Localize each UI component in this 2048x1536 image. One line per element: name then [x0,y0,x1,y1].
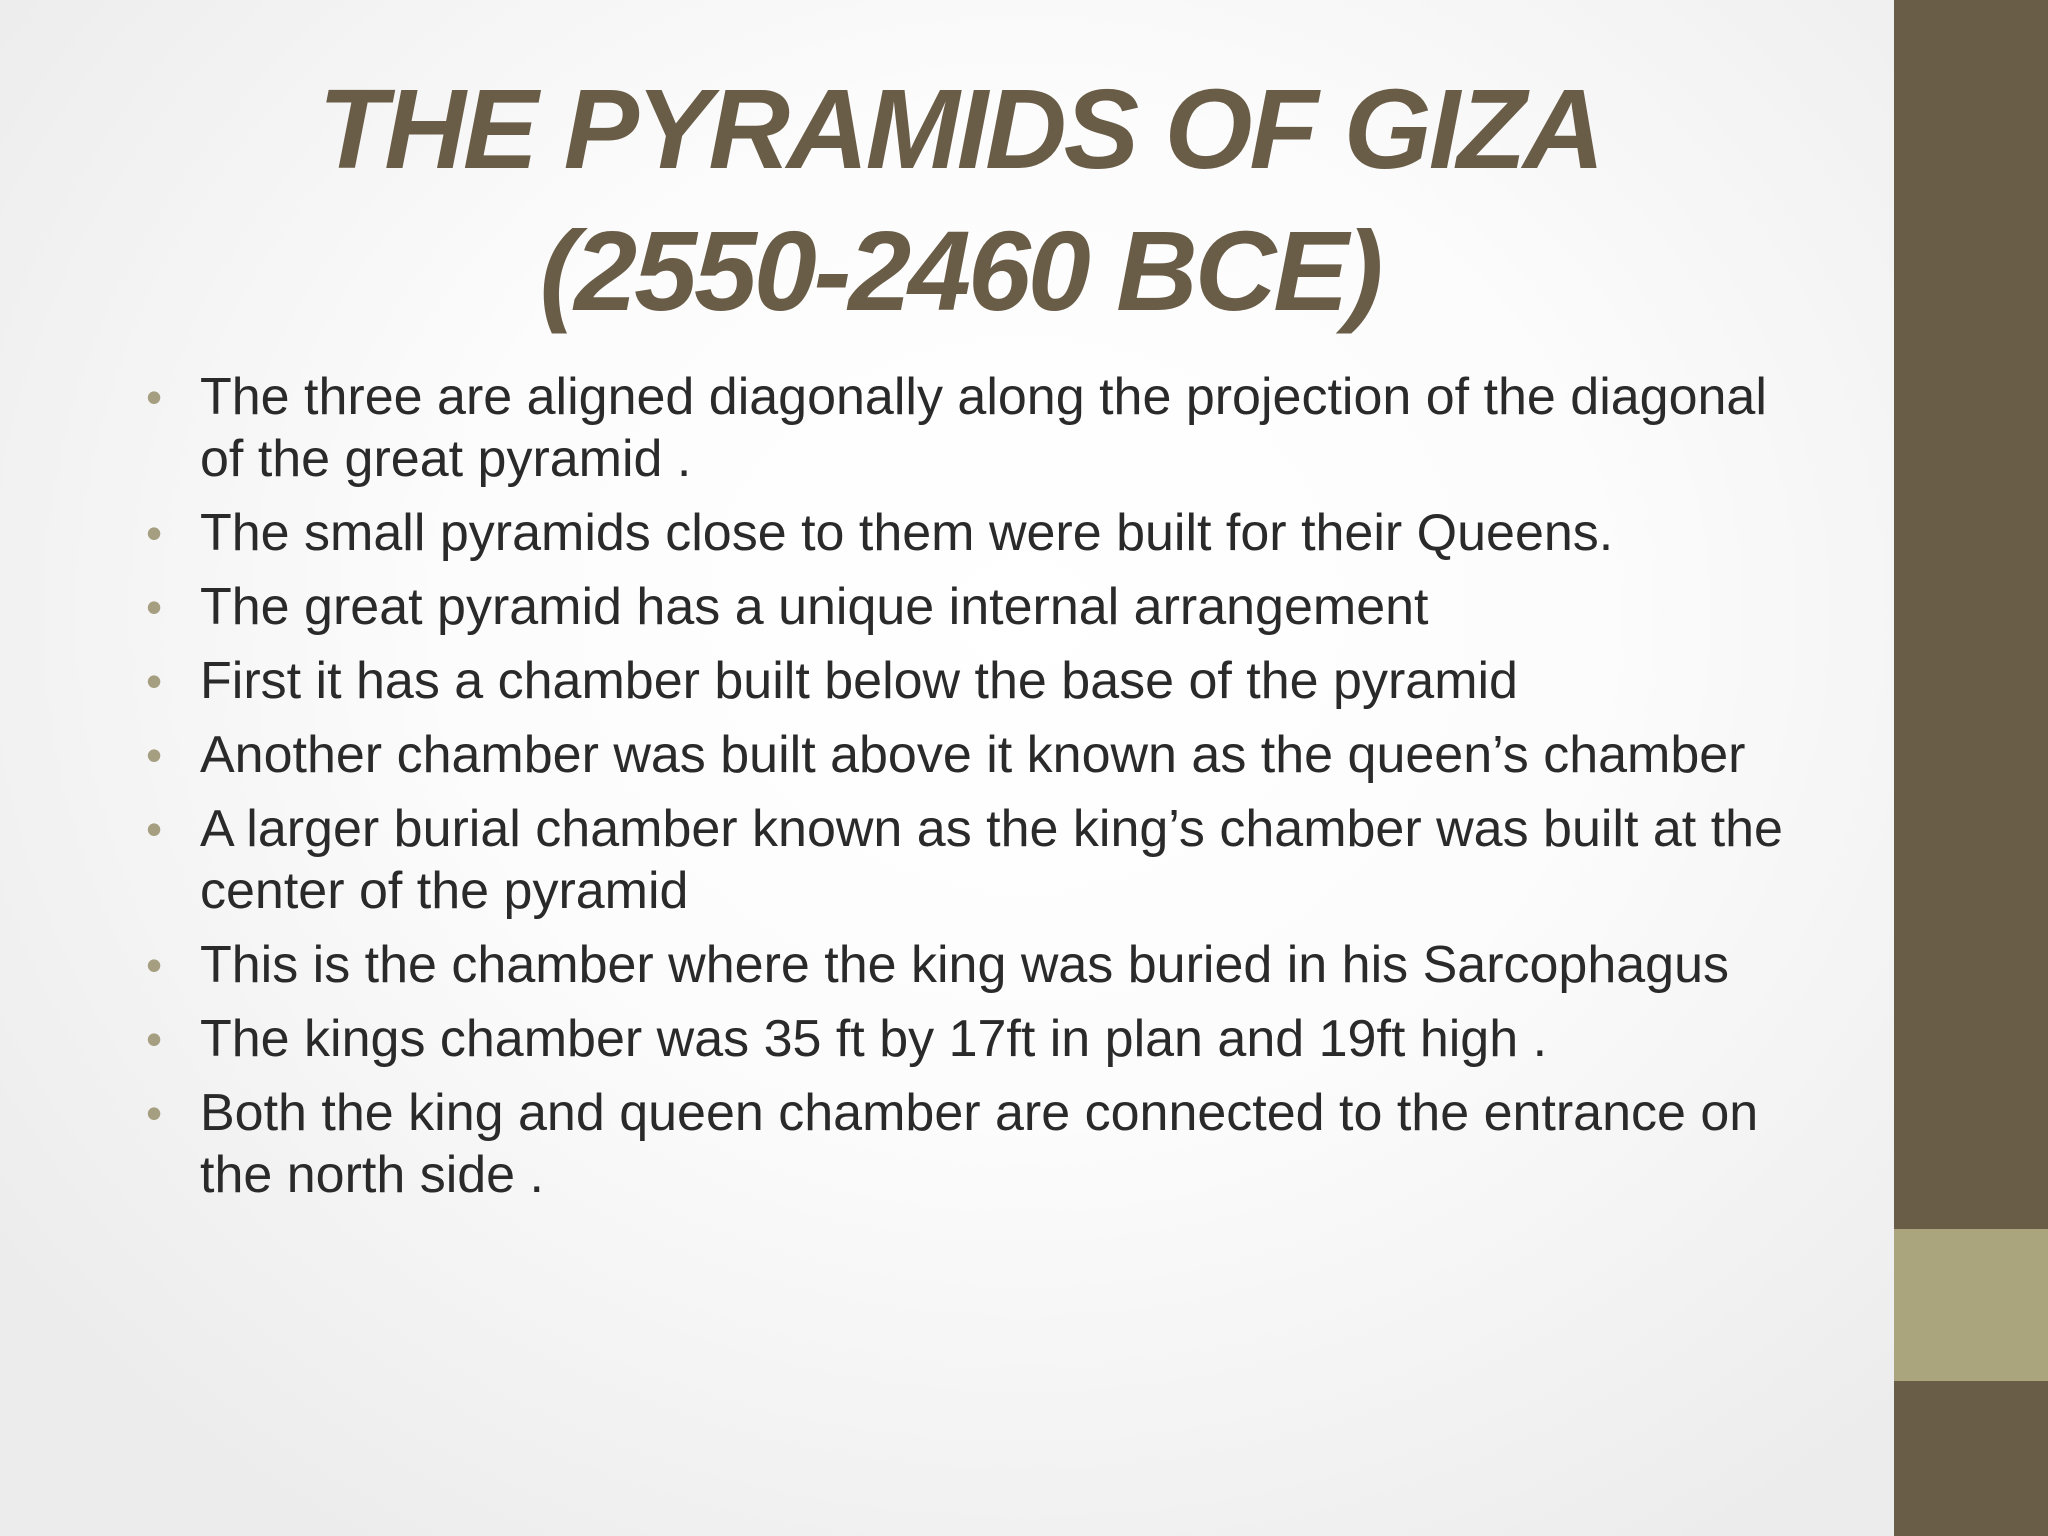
bullet-icon: • [146,581,163,633]
bullet-item [146,502,1806,564]
bullet-item [146,724,1806,786]
title-line-2: (2550-2460 BCE) [539,208,1381,334]
bullet-text: This is the chamber where the king was buried in his Sarcophagus [200,936,1730,994]
bullet-icon: • [146,939,163,991]
bullet-item [146,650,1806,712]
bullet-item [146,366,1806,490]
bullet-text: A larger burial chamber known as the king’s chamber was built at the center of the pyramid [200,800,1783,920]
title-line-1: THE PYRAMIDS OF GIZA [318,66,1602,192]
bullet-item [146,576,1806,638]
bullet-icon: • [146,803,163,855]
bullet-item [146,934,1806,996]
slide-title [140,58,1780,342]
bullet-text: Both the king and queen chamber are connected to the entrance on the north side . [200,1084,1759,1204]
bullet-icon: • [146,729,163,781]
bullet-item [146,1082,1806,1206]
bullet-text: The great pyramid has a unique internal arrangement [200,578,1429,636]
bullet-text: The small pyramids close to them were built for their Queens. [200,504,1614,562]
bullet-icon: • [146,507,163,559]
bullet-text: The three are aligned diagonally along the projection of the diagonal of the great pyramid . [200,368,1767,488]
bullet-item [146,1008,1806,1070]
bullet-list [146,366,1806,1218]
bullet-icon: • [146,1013,163,1065]
bullet-icon: • [146,1087,163,1139]
bullet-item [146,798,1806,922]
bullet-text: The kings chamber was 35 ft by 17ft in plan and 19ft high . [200,1010,1548,1068]
bullet-text: First it has a chamber built below the base of the pyramid [200,652,1518,710]
bullet-icon: • [146,655,163,707]
bullet-text: Another chamber was built above it known as the queen’s chamber [200,726,1746,784]
bullet-icon: • [146,371,163,423]
side-accent-block [1894,1229,2048,1381]
